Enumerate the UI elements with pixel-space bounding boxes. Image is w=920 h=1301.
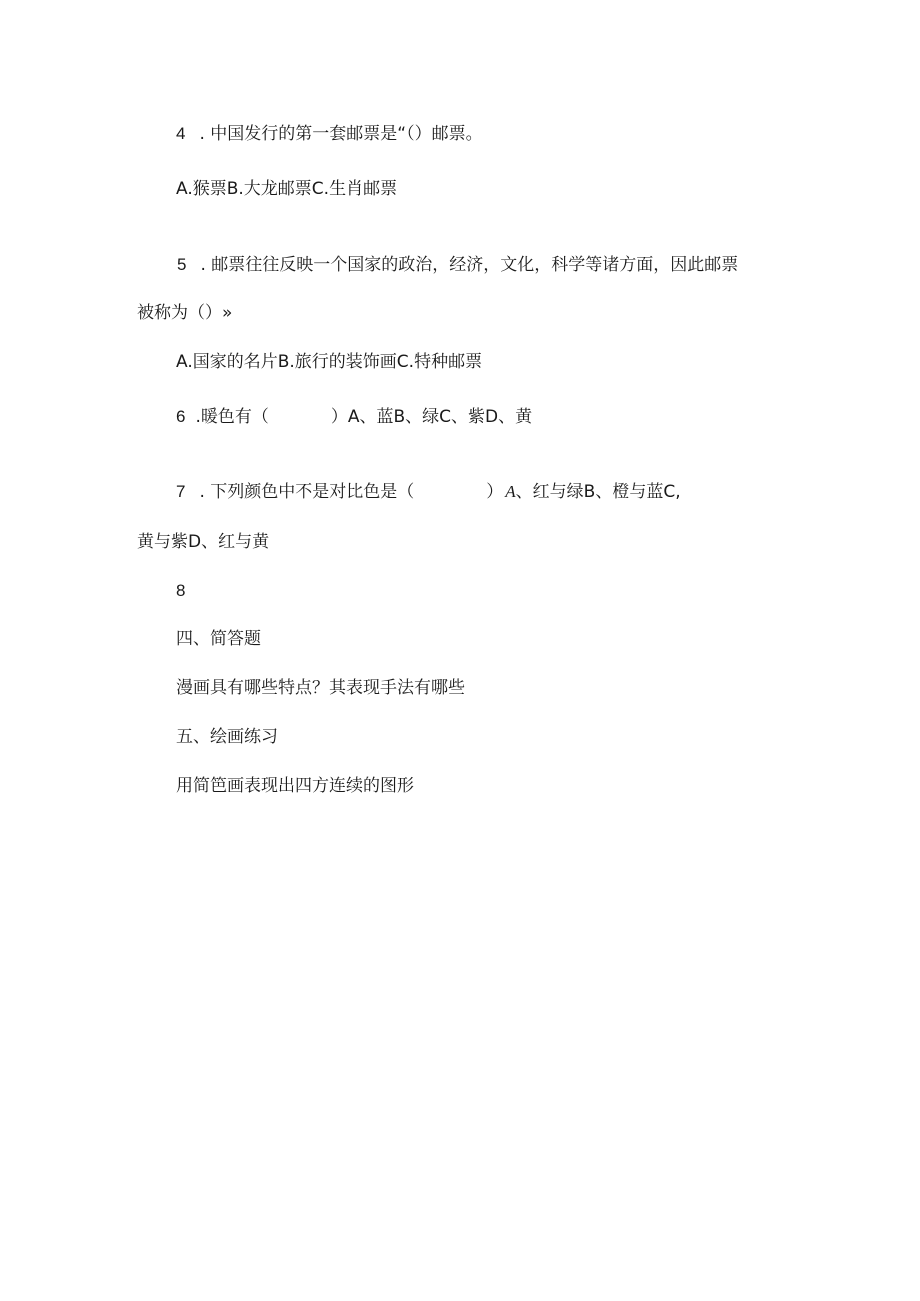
question-number: 6 [176,407,186,426]
question-7-continuation: 黄与紫D、红与黄 [137,532,270,552]
question-text: . 下列颜色中不是对比色是（ [199,482,415,502]
section-4-question: 漫画具有哪些特点？其表现手法有哪些 [176,678,465,698]
section-5-heading: 五、绘画练习 [176,727,278,747]
question-text: . 邮票往往反映一个国家的政治，经济，文化，科学等诸方面，因此邮票 [200,255,739,275]
question-options: ）A、蓝B、绿C、紫D、黄 [330,407,533,427]
question-number: 5 [177,255,187,274]
question-5 [177,254,738,276]
question-text: .暖色有（ [195,407,269,427]
question-4-options: A.猴票B.大龙邮票C.生肖邮票 [176,179,398,199]
question-options: 、红与绿B、橙与蓝C, [515,482,681,502]
question-5-continuation: 被称为（）» [137,303,233,323]
question-8-number: 8 [176,581,186,600]
question-7 [176,481,681,503]
question-number: 7 [176,482,186,501]
option-letter-a: A [505,482,516,501]
question-4 [176,123,483,145]
blank-close: ） [486,482,504,502]
question-6 [176,406,532,428]
question-text: . 中国发行的第一套邮票是“（）邮票。 [199,124,483,144]
section-5-question: 用简笆画表现出四方连续的图形 [176,776,414,796]
section-4-heading: 四、简答题 [176,629,261,649]
question-number: 4 [176,124,186,143]
question-5-options: A.国家的名片B.旅行的装饰画C.特种邮票 [176,352,483,372]
